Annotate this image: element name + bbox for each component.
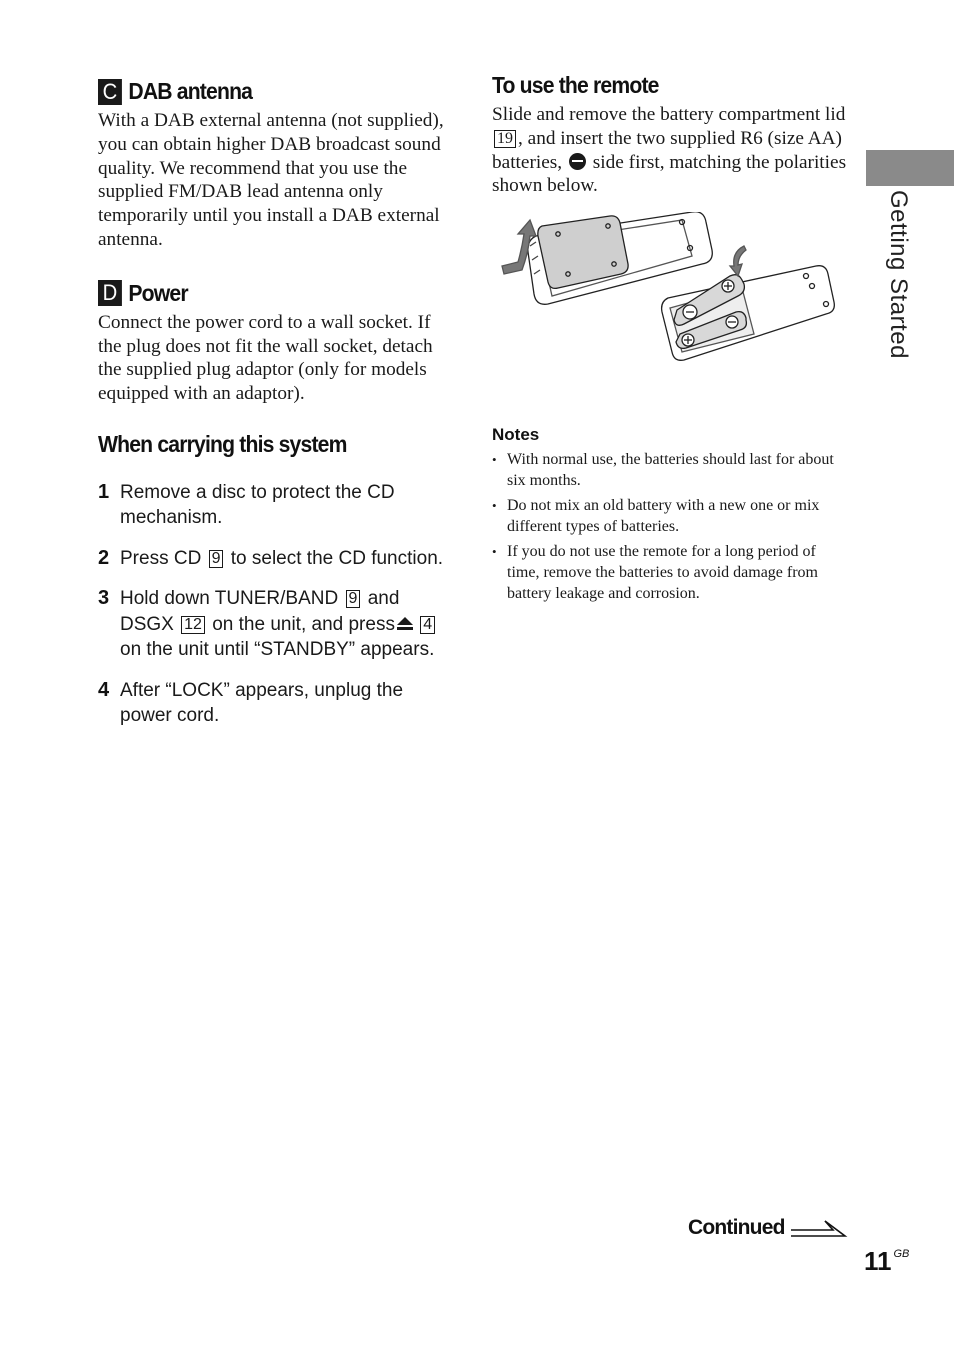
step-text bbox=[120, 586, 454, 663]
section-heading-power bbox=[98, 280, 426, 307]
remote-text-part: , and insert the two supplied R6 (size AA) batteries, bbox=[492, 127, 842, 173]
step-number: 2 bbox=[98, 546, 110, 569]
step-text: Remove a disc to protect the CD mechanism. bbox=[120, 481, 395, 529]
section-remote bbox=[492, 72, 848, 387]
remote-text-part: Slide and remove the battery compartment lid bbox=[492, 104, 846, 125]
page-number-suffix: GB bbox=[893, 1248, 910, 1260]
section-title-carrying: When carrying this system bbox=[98, 430, 347, 457]
notes-list bbox=[492, 449, 848, 604]
step-text-part: and DSGX bbox=[120, 588, 400, 635]
step-item bbox=[98, 546, 454, 572]
section-dab-antenna bbox=[98, 78, 454, 252]
section-notes bbox=[492, 425, 848, 604]
button-ref-9: 9 bbox=[346, 590, 361, 608]
note-item bbox=[492, 495, 848, 537]
button-ref-4: 4 bbox=[420, 616, 435, 634]
side-tab-label: Getting Started bbox=[885, 190, 912, 359]
left-column bbox=[98, 78, 454, 744]
button-ref-9: 9 bbox=[209, 550, 224, 568]
section-body-remote bbox=[492, 103, 848, 198]
button-ref-12: 12 bbox=[181, 616, 205, 634]
right-column bbox=[492, 72, 848, 608]
remote-with-batteries bbox=[662, 266, 835, 361]
continued-label: Continued bbox=[688, 1216, 785, 1239]
step-item bbox=[98, 480, 454, 531]
note-item bbox=[492, 449, 848, 491]
step-number: 3 bbox=[98, 587, 110, 610]
note-bullet: • bbox=[492, 544, 497, 560]
note-bullet: • bbox=[492, 498, 497, 514]
insert-arrow-icon bbox=[730, 246, 746, 276]
note-text: With normal use, the batteries should last for about six months. bbox=[507, 451, 834, 490]
carrying-steps bbox=[98, 480, 454, 729]
notes-title: Notes bbox=[492, 425, 540, 445]
section-title-remote: To use the remote bbox=[492, 72, 659, 98]
step-text: After “LOCK” appears, unplug the power cord. bbox=[120, 679, 404, 727]
section-body-dab-antenna: With a DAB external antenna (not supplied), you can obtain higher DAB broadcast sound quality. We recommend that you use the supplied FM/DAB lead antenna only temporarily until you install a DAB external antenna. bbox=[98, 110, 444, 250]
step-text-part: on the unit, and press bbox=[212, 613, 395, 635]
step-number: 1 bbox=[98, 480, 110, 503]
side-tab-marker bbox=[866, 150, 954, 186]
section-title-dab-antenna: DAB antenna bbox=[128, 78, 253, 104]
step-text-part: to select the CD function. bbox=[230, 547, 444, 569]
remote-battery-illustration bbox=[492, 212, 848, 387]
remote-with-lid bbox=[528, 212, 712, 304]
page-number bbox=[864, 1246, 909, 1277]
section-title-power: Power bbox=[128, 279, 188, 306]
eject-icon bbox=[397, 617, 413, 631]
section-power bbox=[98, 280, 454, 406]
section-carrying bbox=[98, 431, 454, 729]
step-text-part: Press CD bbox=[120, 547, 202, 569]
note-text: If you do not use the remote for a long period of time, remove the batteries to avoid damage from battery leakage and corrosion. bbox=[507, 543, 818, 603]
section-body-power: Connect the power cord to a wall socket. If the plug does not fit the wall socket, detach the supplied plug adaptor (only for models equipped with an adaptor). bbox=[98, 311, 433, 405]
section-letter-d: D bbox=[98, 280, 122, 306]
step-text bbox=[120, 546, 443, 572]
button-ref-19: 19 bbox=[494, 130, 516, 148]
step-number: 4 bbox=[98, 678, 110, 701]
note-item bbox=[492, 541, 848, 604]
remote-text-part: side first, matching the polarities shown below. bbox=[492, 151, 847, 197]
step-text-part: Hold down TUNER/BAND bbox=[120, 588, 339, 610]
section-heading-dab-antenna bbox=[98, 78, 426, 105]
step-item bbox=[98, 678, 454, 729]
note-bullet: • bbox=[492, 452, 497, 468]
continued-arrow-icon bbox=[789, 1216, 849, 1240]
note-text: Do not mix an old battery with a new one or mix different types of batteries. bbox=[507, 497, 820, 536]
section-letter-c: C bbox=[98, 79, 122, 105]
minus-polarity-icon bbox=[569, 153, 586, 170]
page-number-value: 11 bbox=[864, 1246, 892, 1276]
step-item bbox=[98, 586, 454, 663]
continued-indicator bbox=[688, 1216, 849, 1240]
step-text-part: on the unit until “STANDBY” appears. bbox=[120, 639, 435, 661]
